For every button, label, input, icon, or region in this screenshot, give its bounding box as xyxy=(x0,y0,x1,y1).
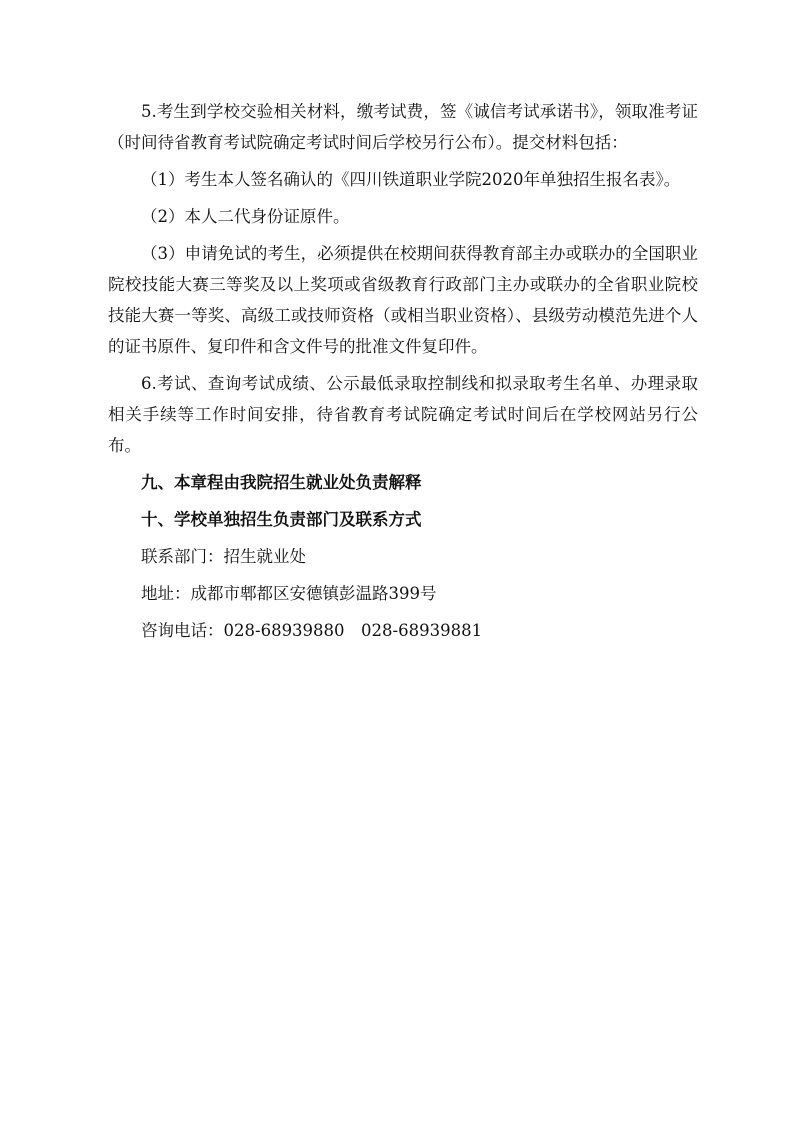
paragraph-item-6: 6.考试、查询考试成绩、公示最低录取控制线和拟录取考生名单、办理录取相关手续等工作时间安排，待省教育考试院确定考试时间后在学校网站另行公布。 xyxy=(108,374,698,455)
contact-phone: 咨询电话：028-68939880 028-68939881 xyxy=(141,621,483,640)
section-heading-9: 九、本章程由我院招生就业处负责解释 xyxy=(141,473,422,492)
paragraph-item-5: 5.考生到学校交验相关材料，缴考试费，签《诚信考试承诺书》，领取准考证（时间待省教育考试院确定考试时间后学校另行公布）。提交材料包括： xyxy=(108,102,698,152)
contact-address: 地址：成都市郫都区安德镇彭温路399号 xyxy=(141,584,437,603)
document-body xyxy=(108,96,698,652)
section-heading-10: 十、学校单独招生负责部门及联系方式 xyxy=(141,510,422,529)
contact-department: 联系部门：招生就业处 xyxy=(141,547,306,566)
paragraph-sub-3: （3）申请免试的考生，必须提供在校期间获得教育部主办或联办的全国职业院校技能大赛三等奖及以上奖项或省级教育行政部门主办或联办的全省职业院校技能大赛一等奖、高级工或技师资格（或相当职业资格）、县级劳动模范先进个人的证书原件、复印件和含文件号的批准文件复印件。 xyxy=(108,244,698,356)
paragraph-sub-1: （1）考生本人签名确认的《四川铁道职业学院2020年单独招生报名表》。 xyxy=(141,170,681,189)
paragraph-sub-2: （2）本人二代身份证原件。 xyxy=(141,207,350,226)
